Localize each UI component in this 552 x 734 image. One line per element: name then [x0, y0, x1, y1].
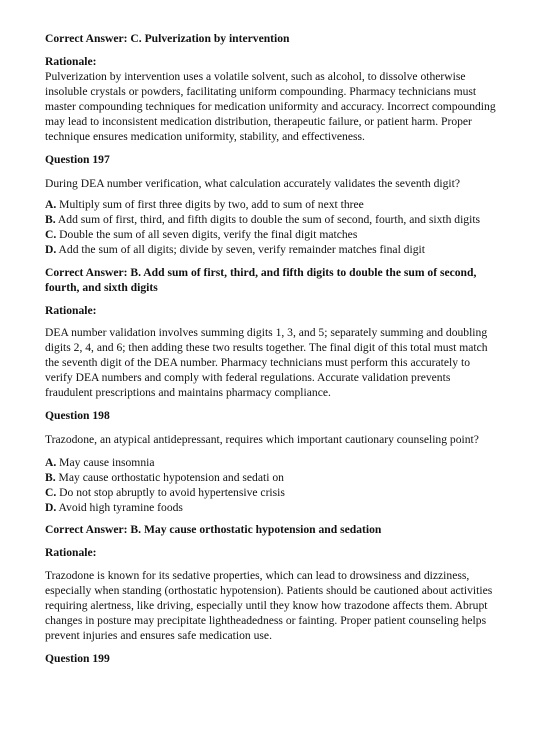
option-letter: B.	[45, 471, 56, 484]
rationale-heading-198: Rationale:	[45, 546, 97, 559]
rationale-line: DEA number validation involves summing digits 1, 3, and 5; separately summing and doubling	[45, 326, 488, 339]
option-text: Add the sum of all digits; divide by seven, verify remainder matches final digit	[56, 243, 425, 256]
rationale-line: may lead to inconsistent medication distribution, therapeutic failure, or patient harm. Proper	[45, 115, 472, 128]
rationale-line: the seventh digit of the DEA number. Pharmacy technicians must perform this accurately to	[45, 356, 470, 369]
option-letter: D.	[45, 501, 57, 514]
rationale-line: prevent injuries and ensures safe medication use.	[45, 629, 272, 642]
rationale-line: master compounding techniques for medication uniformity and accuracy. Incorrect compounding	[45, 100, 496, 113]
option-a	[45, 197, 515, 212]
option-letter: C.	[45, 486, 57, 499]
option-letter: D.	[45, 243, 57, 256]
rationale-line: technique ensures medication uniformity, stability, and effectiveness.	[45, 130, 365, 143]
rationale-line: Pulverization by intervention uses a volatile solvent, such as alcohol, to dissolve otherwise	[45, 70, 466, 83]
rationale-line: Trazodone is known for its sedative properties, which can lead to drowsiness and dizziness,	[45, 569, 470, 582]
rationale-line: changes in posture may precipitate lightheadedness or fainting. Proper patient counseling helps	[45, 614, 487, 627]
rationale-line: insoluble crystals or powders, facilitating uniform compounding. Pharmacy technicians must	[45, 85, 477, 98]
option-c	[45, 485, 515, 500]
option-text: May cause insomnia	[56, 456, 155, 469]
question-heading-199: Question 199	[45, 652, 110, 665]
option-text: Do not stop abruptly to avoid hypertensive crisis	[56, 486, 285, 499]
option-letter: A.	[45, 456, 57, 469]
option-a	[45, 455, 515, 470]
question-text-198: Trazodone, an atypical antidepressant, requires which important cautionary counseling point?	[45, 433, 479, 446]
correct-answer-197-cont: fourth, and sixth digits	[45, 281, 158, 294]
option-b	[45, 470, 515, 485]
option-text: Add sum of first, third, and fifth digits to double the sum of second, fourth, and sixth digits	[55, 213, 481, 226]
option-letter: A.	[45, 198, 57, 211]
option-d	[45, 500, 515, 515]
question-heading-198: Question 198	[45, 409, 110, 422]
option-b	[45, 212, 515, 227]
correct-answer-196: Correct Answer: C. Pulverization by intervention	[45, 32, 290, 45]
correct-answer-197: Correct Answer: B. Add sum of first, third, and fifth digits to double the sum of second,	[45, 266, 477, 279]
rationale-heading-196: Rationale:	[45, 55, 97, 68]
option-d	[45, 242, 515, 257]
question-text-197: During DEA number verification, what calculation accurately validates the seventh digit?	[45, 177, 460, 190]
option-letter: C.	[45, 228, 57, 241]
rationale-line: verify DEA numbers and comply with federal regulations. Accurate validation prevents	[45, 371, 451, 384]
question-heading-197: Question 197	[45, 153, 110, 166]
rationale-line: requiring alertness, like driving, especially until they know how trazodone affects them. Abrupt	[45, 599, 488, 612]
correct-answer-198: Correct Answer: B. May cause orthostatic hypotension and sedation	[45, 523, 382, 536]
option-text: Double the sum of all seven digits, verify the final digit matches	[56, 228, 358, 241]
option-letter: B.	[45, 213, 56, 226]
rationale-heading-197: Rationale:	[45, 304, 97, 317]
option-c	[45, 227, 515, 242]
rationale-line: fraudulent prescriptions and maintains pharmacy compliance.	[45, 386, 331, 399]
rationale-line: digits 2, 4, and 6; then adding these two results together. The final digit of this total must match	[45, 341, 488, 354]
rationale-line: especially when standing (orthostatic hypotension). Patients should be cautioned about activities	[45, 584, 493, 597]
option-text: Multiply sum of first three digits by two, add to sum of next three	[56, 198, 364, 211]
option-text: Avoid high tyramine foods	[56, 501, 183, 514]
option-text: May cause orthostatic hypotension and sedati on	[55, 471, 284, 484]
